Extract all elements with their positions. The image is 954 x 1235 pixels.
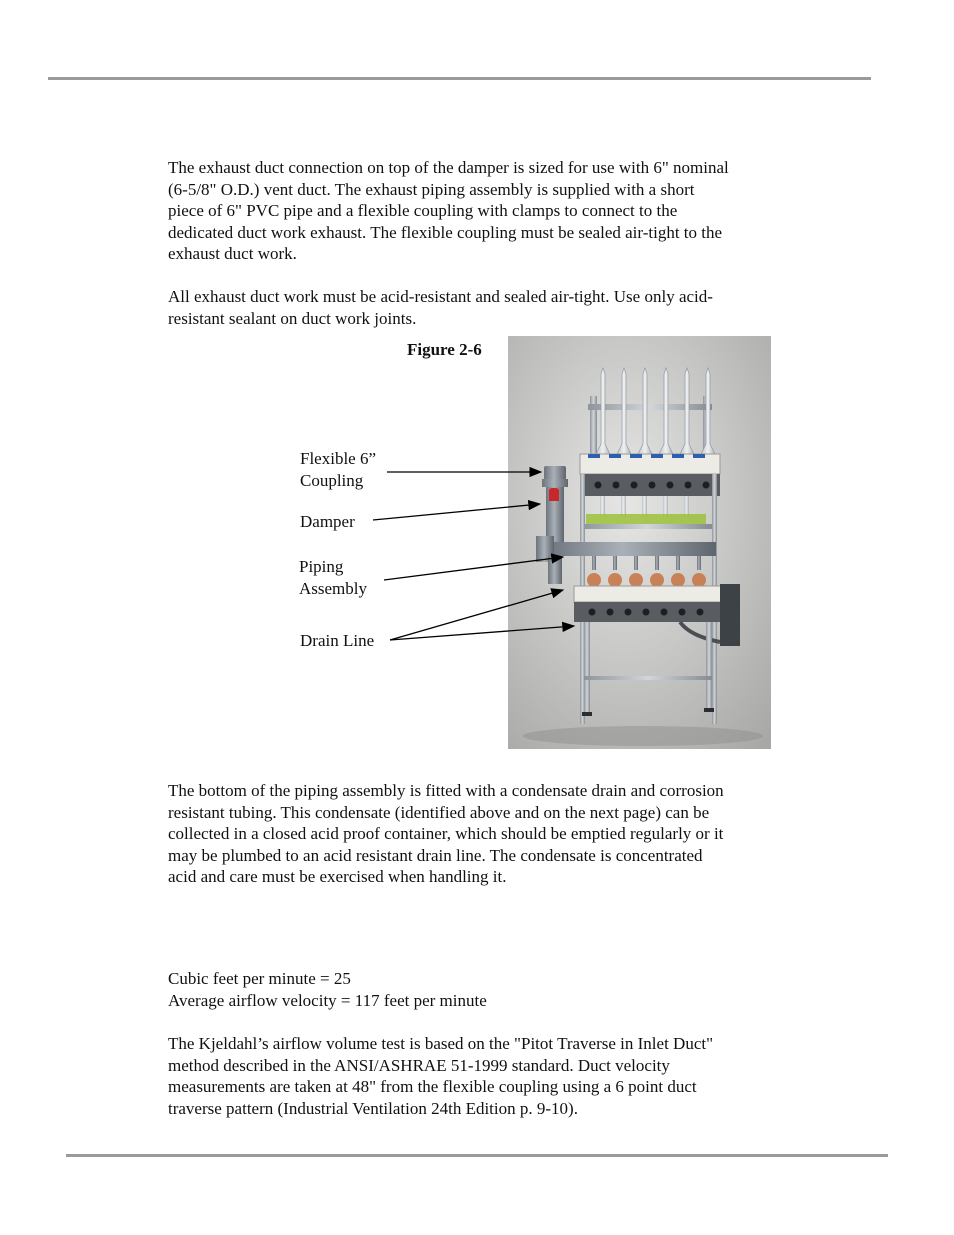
paragraph-exhaust-connection [168,157,800,265]
text-line: exhaust duct work. [168,244,297,263]
text-line: (6-5/8" O.D.) vent duct. The exhaust piping assembly is supplied with a short [168,179,695,199]
text-line: collected in a closed acid proof container, which should be emptied regularly or it [168,824,724,843]
label-line: Piping [299,557,344,576]
text-line: All exhaust duct work must be acid-resistant and sealed air-tight. Use only acid- [168,287,713,306]
label-drain-line [300,630,374,652]
apparatus-photo [508,336,771,749]
footer-rule [66,1154,888,1157]
text-line: method described in the ANSI/ASHRAE 51-1999 standard. Duct velocity [168,1055,670,1075]
label-line: Drain Line [300,631,375,650]
header-rule [48,77,871,80]
text-line: traverse pattern (Industrial Ventilation 24th Edition p. 9-10). [168,1098,578,1118]
label-line: Coupling [300,471,364,490]
text-line: dedicated duct work exhaust. The flexible coupling must be sealed air-tight to the [168,222,723,242]
paragraph-acid-resistant [168,286,800,329]
text-line: piece of 6" PVC pipe and a flexible coupling with clamps to connect to the [168,201,678,220]
label-line: Assembly [299,579,367,598]
text-line: The Kjeldahl’s airflow volume test is based on the "Pitot Traverse in Inlet Duct" [168,1034,714,1053]
text-line: Average airflow velocity = 117 feet per minute [168,990,487,1010]
label-line: Damper [300,512,355,531]
paragraph-airflow-values [168,968,800,1011]
label-flexible-coupling [300,448,376,492]
paragraph-airflow-test [168,1033,800,1119]
text-line: The bottom of the piping assembly is fitted with a condensate drain and corrosion [168,781,724,800]
text-line: may be plumbed to an acid resistant drain line. The condensate is concentrated [168,845,703,865]
label-line: Flexible 6” [300,449,377,468]
label-piping-assembly [299,556,367,600]
text-line: Cubic feet per minute = 25 [168,969,351,988]
text-line: resistant sealant on duct work joints. [168,308,417,328]
paragraph-condensate [168,780,800,888]
text-line: measurements are taken at 48" from the flexible coupling using a 6 point duct [168,1077,697,1096]
figure-caption: Figure 2-6 [407,340,482,359]
text-line: The exhaust duct connection on top of the damper is sized for use with 6" nominal [168,158,729,177]
text-line: resistant tubing. This condensate (identified above and on the next page) can be [168,802,710,822]
label-damper [300,511,355,533]
text-line: acid and care must be exercised when handling it. [168,867,507,886]
